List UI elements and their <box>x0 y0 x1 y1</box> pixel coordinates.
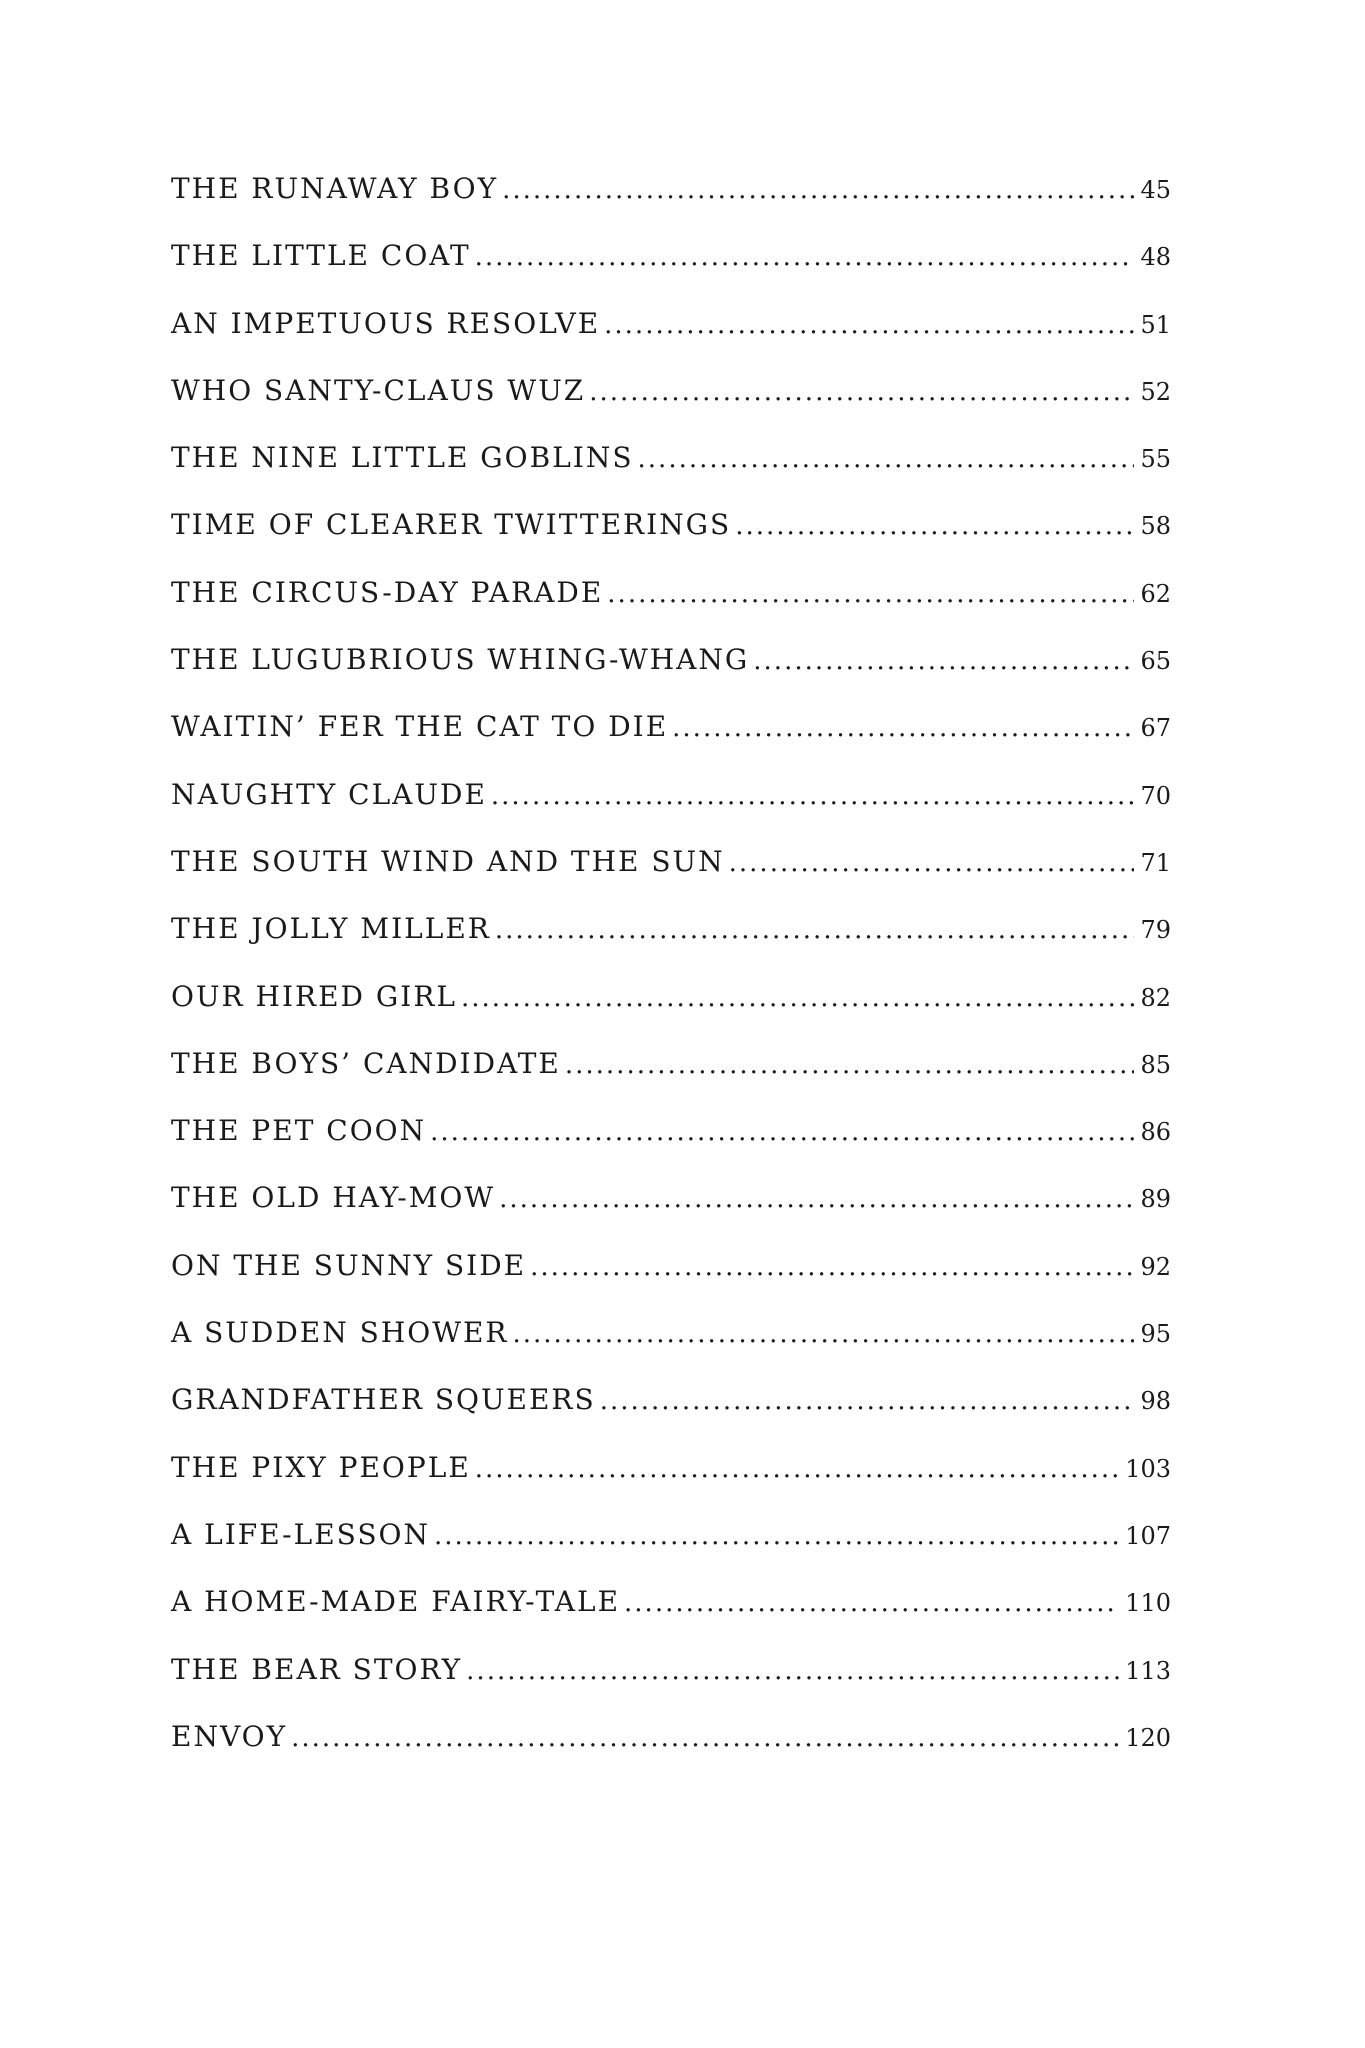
toc-entry-title: THE CIRCUS-DAY PARADE <box>171 575 604 609</box>
dot-leader <box>430 1117 1134 1147</box>
toc-entry[interactable] <box>171 508 1171 575</box>
toc-entry[interactable] <box>171 980 1171 1047</box>
toc-entry-page: 107 <box>1125 1521 1171 1550</box>
toc-entry-title: TIME OF CLEARER TWITTERINGS <box>171 508 732 542</box>
toc-entry-title: THE JOLLY MILLER <box>171 912 491 946</box>
toc-entry-title: THE BEAR STORY <box>171 1652 463 1686</box>
toc-entry[interactable] <box>171 778 1171 845</box>
toc-entry-title: THE BOYS’ CANDIDATE <box>171 1046 561 1080</box>
dot-leader <box>475 1454 1119 1484</box>
toc-entry[interactable] <box>171 576 1171 643</box>
toc-entry[interactable] <box>171 1114 1171 1181</box>
dot-leader <box>499 1184 1134 1214</box>
toc-entry[interactable] <box>171 374 1171 441</box>
toc-entry-page: 55 <box>1140 445 1171 474</box>
toc-entry[interactable] <box>171 1316 1171 1383</box>
dot-leader <box>434 1521 1119 1551</box>
dot-leader <box>291 1723 1119 1753</box>
toc-entry-title: THE LITTLE COAT <box>171 239 471 273</box>
toc-entry-page: 113 <box>1125 1656 1171 1685</box>
dot-leader <box>638 444 1135 474</box>
toc-entry-page: 62 <box>1140 579 1171 608</box>
toc-entry-title: NAUGHTY CLAUDE <box>171 777 487 811</box>
dot-leader <box>530 1252 1134 1282</box>
dot-leader <box>672 713 1134 743</box>
toc-entry-title: ENVOY <box>171 1719 288 1753</box>
toc-entry-title: A SUDDEN SHOWER <box>171 1316 509 1350</box>
dot-leader <box>513 1319 1135 1349</box>
toc-entry-page: 48 <box>1140 243 1171 272</box>
toc-entry-page: 67 <box>1140 714 1171 743</box>
toc-entry-page: 98 <box>1140 1387 1171 1416</box>
toc-entry-page: 51 <box>1140 310 1171 339</box>
dot-leader <box>461 983 1134 1013</box>
toc-entry[interactable] <box>171 1720 1171 1787</box>
toc-entry-page: 89 <box>1140 1185 1171 1214</box>
toc-entry-title: WHO SANTY-CLAUS WUZ <box>171 373 586 407</box>
dot-leader <box>502 175 1134 205</box>
dot-leader <box>753 646 1134 676</box>
toc-entry-page: 71 <box>1140 848 1171 877</box>
toc-entry-title: ON THE SUNNY SIDE <box>171 1248 527 1282</box>
toc-entry-title: THE PIXY PEOPLE <box>171 1450 471 1484</box>
toc-entry-page: 52 <box>1140 377 1171 406</box>
toc-entry[interactable] <box>171 1383 1171 1450</box>
toc-entry[interactable] <box>171 643 1171 710</box>
dot-leader <box>466 1656 1119 1686</box>
toc-entry-page: 82 <box>1140 983 1171 1012</box>
toc-entry[interactable] <box>171 912 1171 979</box>
toc-entry[interactable] <box>171 239 1171 306</box>
toc-entry-title: AN IMPETUOUS RESOLVE <box>171 306 601 340</box>
toc-entry-title: THE NINE LITTLE GOBLINS <box>171 441 634 475</box>
toc-entry[interactable] <box>171 1585 1171 1652</box>
dot-leader <box>495 915 1135 945</box>
toc-entry-title: OUR HIRED GIRL <box>171 979 457 1013</box>
toc-entry[interactable] <box>171 1249 1171 1316</box>
toc-entry-page: 45 <box>1140 176 1171 204</box>
dot-leader <box>565 1050 1135 1080</box>
toc-entry-title: WAITIN’ FER THE CAT TO DIE <box>171 710 669 744</box>
toc-entry-title: A HOME-MADE FAIRY-TALE <box>171 1585 621 1619</box>
toc-entry-page: 103 <box>1125 1454 1171 1483</box>
toc-entry-title: THE PET COON <box>171 1114 427 1148</box>
toc-entry[interactable] <box>171 710 1171 777</box>
toc-entry[interactable] <box>171 172 1171 239</box>
table-of-contents <box>171 172 1171 1787</box>
toc-entry-page: 70 <box>1140 781 1171 810</box>
dot-leader <box>475 242 1135 272</box>
toc-entry-page: 92 <box>1140 1252 1171 1281</box>
toc-entry-page: 79 <box>1140 916 1171 945</box>
toc-entry-title: THE OLD HAY-MOW <box>171 1181 496 1215</box>
dot-leader <box>729 848 1135 878</box>
toc-entry-title: THE LUGUBRIOUS WHING-WHANG <box>171 643 750 677</box>
toc-entry-title: GRANDFATHER SQUEERS <box>171 1383 596 1417</box>
toc-entry[interactable] <box>171 1181 1171 1248</box>
toc-entry-title: THE RUNAWAY BOY <box>171 172 499 205</box>
toc-entry[interactable] <box>171 1451 1171 1518</box>
toc-entry[interactable] <box>171 845 1171 912</box>
toc-entry-page: 95 <box>1140 1320 1171 1349</box>
dot-leader <box>589 377 1134 407</box>
dot-leader <box>491 781 1135 811</box>
toc-entry[interactable] <box>171 1518 1171 1585</box>
toc-entry[interactable] <box>171 1653 1171 1720</box>
dot-leader <box>604 310 1134 340</box>
dot-leader <box>600 1386 1135 1416</box>
toc-entry-page: 120 <box>1125 1723 1171 1752</box>
toc-entry-page: 85 <box>1140 1050 1171 1079</box>
toc-entry-page: 58 <box>1140 512 1171 541</box>
toc-entry-title: A LIFE-LESSON <box>171 1517 430 1551</box>
toc-entry[interactable] <box>171 441 1171 508</box>
toc-entry[interactable] <box>171 307 1171 374</box>
dot-leader <box>735 511 1134 541</box>
toc-entry-page: 110 <box>1125 1589 1171 1618</box>
dot-leader <box>624 1588 1119 1618</box>
toc-entry[interactable] <box>171 1047 1171 1114</box>
toc-entry-page: 86 <box>1140 1118 1171 1147</box>
dot-leader <box>607 579 1134 609</box>
toc-entry-page: 65 <box>1140 647 1171 676</box>
toc-entry-title: THE SOUTH WIND AND THE SUN <box>171 844 725 878</box>
